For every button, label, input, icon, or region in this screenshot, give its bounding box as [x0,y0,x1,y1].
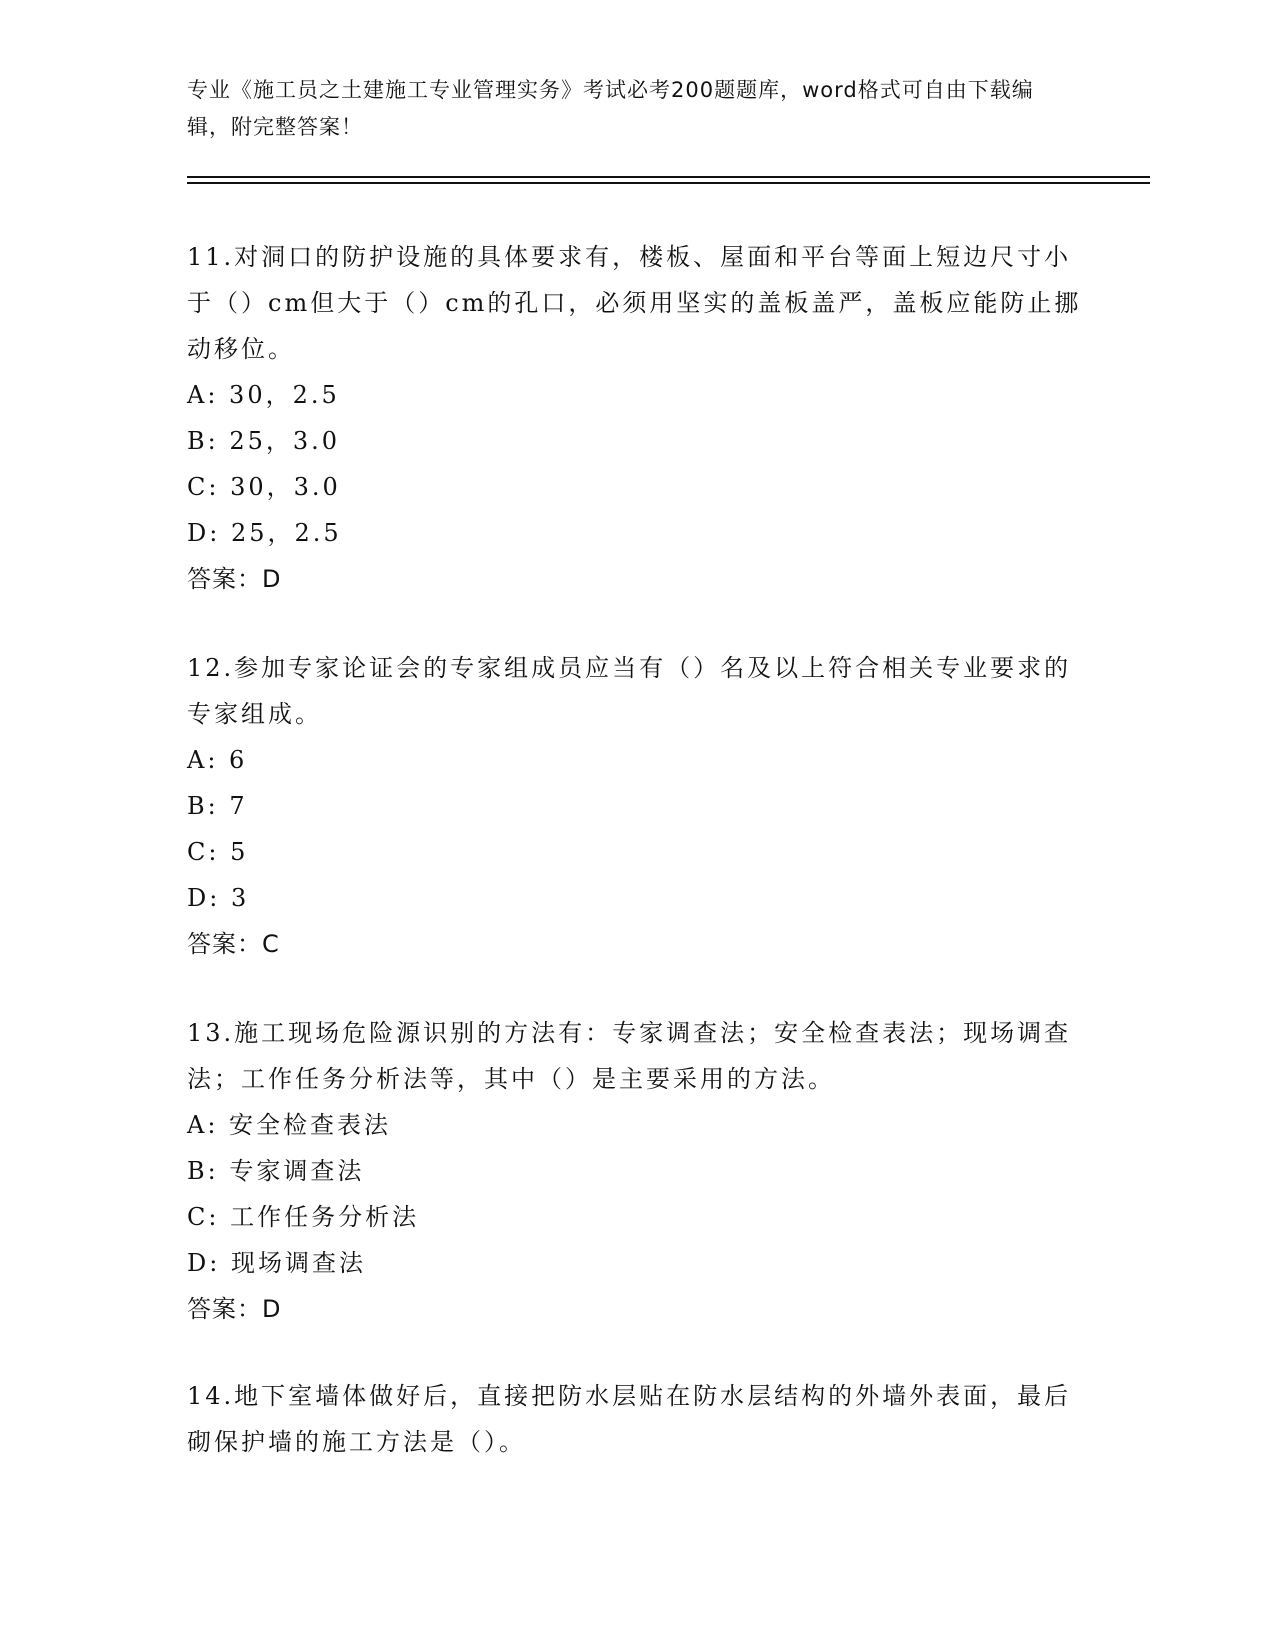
option-b: B: 25，3.0 [187,427,341,455]
option-b: B: 7 [187,792,248,820]
header-divider-bottom [187,182,1150,184]
question-13 [187,1010,1087,1332]
option-c: C: 5 [187,838,249,866]
question-12 [187,645,1087,967]
option-d: D: 3 [187,884,250,912]
question-14 [187,1373,1087,1465]
document-header: 专业《施工员之土建施工专业管理实务》考试必考200题题库，word格式可自由下载编辑，附完整答案！ [187,78,1034,139]
option-a: A: 30，2.5 [187,381,340,409]
option-d: D: 现场调查法 [187,1249,366,1277]
answer: 答案：C [187,930,280,958]
question-stem: 12.参加专家论证会的专家组成员应当有（）名及以上符合相关专业要求的专家组成。 [187,654,1072,728]
option-c: C: 30，3.0 [187,473,341,501]
question-stem: 13.施工现场危险源识别的方法有：专家调查法；安全检查表法；现场调查法；工作任务分析法等，其中（）是主要采用的方法。 [187,1019,1072,1093]
option-a: A: 安全检查表法 [187,1111,392,1139]
question-11 [187,234,1087,602]
option-a: A: 6 [187,746,248,774]
option-d: D: 25，2.5 [187,519,342,547]
answer: 答案：D [187,1295,282,1323]
question-stem: 14.地下室墙体做好后，直接把防水层贴在防水层结构的外墙外表面，最后砌保护墙的施工方法是（）。 [187,1382,1072,1456]
answer: 答案：D [187,565,282,593]
option-c: C: 工作任务分析法 [187,1203,420,1231]
option-b: B: 专家调查法 [187,1157,365,1185]
question-stem: 11.对洞口的防护设施的具体要求有，楼板、屋面和平台等面上短边尺寸小于（）cm但大于（）cm的孔口，必须用坚实的盖板盖严，盖板应能防止挪动移位。 [187,243,1082,363]
header-divider-top [187,176,1150,178]
